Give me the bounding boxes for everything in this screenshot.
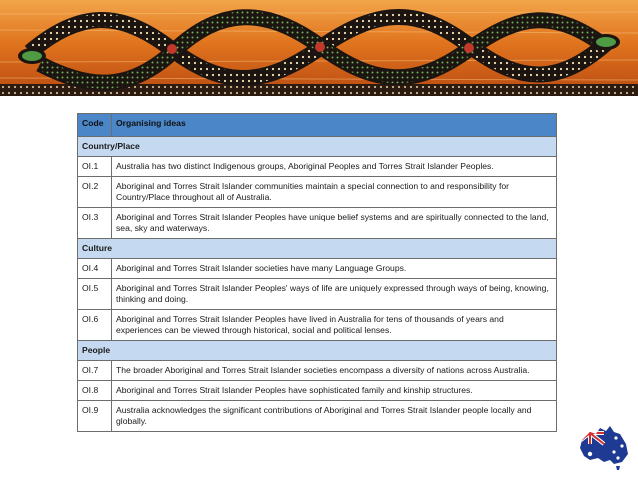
australia-flag-map-icon bbox=[576, 422, 632, 472]
section-row bbox=[78, 341, 557, 361]
row-idea: Australia has two distinct Indigenous groups, Aboriginal Peoples and Torres Strait Islander Peoples. bbox=[112, 157, 557, 177]
row-code: OI.6 bbox=[78, 310, 112, 341]
row-idea: Aboriginal and Torres Strait Islander societies have many Language Groups. bbox=[112, 259, 557, 279]
section-row bbox=[78, 137, 557, 157]
row-code: OI.8 bbox=[78, 381, 112, 401]
row-idea: The broader Aboriginal and Torres Strait Islander societies encompass a diversity of nations across Australia. bbox=[112, 361, 557, 381]
snake-artwork-image bbox=[0, 0, 638, 96]
row-code: OI.4 bbox=[78, 259, 112, 279]
table-row bbox=[78, 157, 557, 177]
section-title: Culture bbox=[78, 239, 557, 259]
aboriginal-art-banner bbox=[0, 0, 638, 96]
table-row bbox=[78, 401, 557, 432]
table-row bbox=[78, 381, 557, 401]
table-row bbox=[78, 361, 557, 381]
row-idea: Aboriginal and Torres Strait Islander Peoples have sophisticated family and kinship structures. bbox=[112, 381, 557, 401]
section-row bbox=[78, 239, 557, 259]
row-idea: Aboriginal and Torres Strait Islander communities maintain a special connection to and responsibility for Country/Place throughout all of Australia. bbox=[112, 177, 557, 208]
row-code: OI.9 bbox=[78, 401, 112, 432]
section-title: People bbox=[78, 341, 557, 361]
table-row bbox=[78, 310, 557, 341]
row-code: OI.7 bbox=[78, 361, 112, 381]
section-title: Country/Place bbox=[78, 137, 557, 157]
row-code: OI.5 bbox=[78, 279, 112, 310]
table-row bbox=[78, 259, 557, 279]
row-code: OI.2 bbox=[78, 177, 112, 208]
table-row bbox=[78, 177, 557, 208]
row-idea: Australia acknowledges the significant contributions of Aboriginal and Torres Strait Islander people locally and globally. bbox=[112, 401, 557, 432]
table-row bbox=[78, 279, 557, 310]
column-header-organising-ideas: Organising ideas bbox=[112, 114, 557, 137]
table-row bbox=[78, 208, 557, 239]
row-idea: Aboriginal and Torres Strait Islander Peoples have unique belief systems and are spiritually connected to the land, sea, sky and waterways. bbox=[112, 208, 557, 239]
table-header-row bbox=[78, 114, 557, 137]
row-idea: Aboriginal and Torres Strait Islander Peoples have lived in Australia for tens of thousands of years and experiences can be viewed through historical, social and political lenses. bbox=[112, 310, 557, 341]
row-code: OI.3 bbox=[78, 208, 112, 239]
row-code: OI.1 bbox=[78, 157, 112, 177]
column-header-code: Code bbox=[78, 114, 112, 137]
organising-ideas-table bbox=[77, 113, 557, 432]
row-idea: Aboriginal and Torres Strait Islander Peoples' ways of life are uniquely expressed through ways of being, knowing, thinking and doing. bbox=[112, 279, 557, 310]
